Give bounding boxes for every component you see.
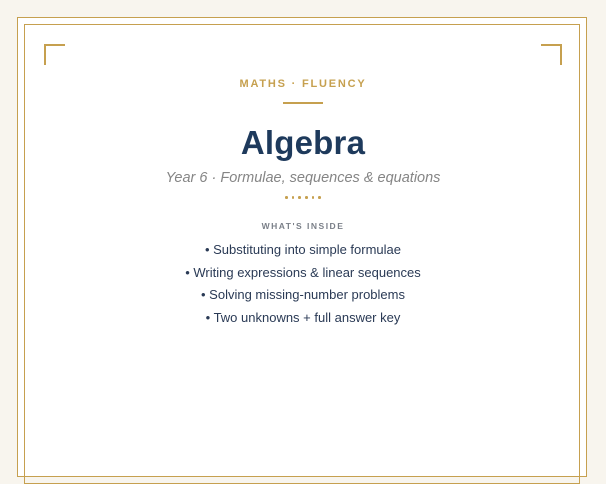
list-item: • Substituting into simple formulae xyxy=(204,242,402,257)
feature-list xyxy=(0,239,606,329)
section-label-whats-inside: WHAT'S INSIDE xyxy=(261,221,345,231)
divider-dot xyxy=(305,196,308,199)
divider-dot xyxy=(285,196,288,199)
corner-ornament-top-left xyxy=(44,44,65,65)
list-item: • Solving missing-number problems xyxy=(201,287,405,302)
list-item: • Writing expressions & linear sequences xyxy=(185,264,421,280)
divider-dot xyxy=(318,196,321,199)
page-title: Algebra xyxy=(240,124,366,161)
divider-dot xyxy=(312,196,315,199)
dotted-divider xyxy=(285,196,321,200)
divider-dot xyxy=(298,196,301,199)
subject-kicker: MATHS · FLUENCY xyxy=(239,78,367,90)
divider-dot xyxy=(292,196,295,199)
page-subtitle: Year 6 · Formulae, sequences & equations xyxy=(165,170,441,186)
list-item: • Two unknowns + full answer key xyxy=(205,309,401,325)
corner-ornament-top-right xyxy=(541,44,562,65)
kicker-divider xyxy=(283,102,323,104)
